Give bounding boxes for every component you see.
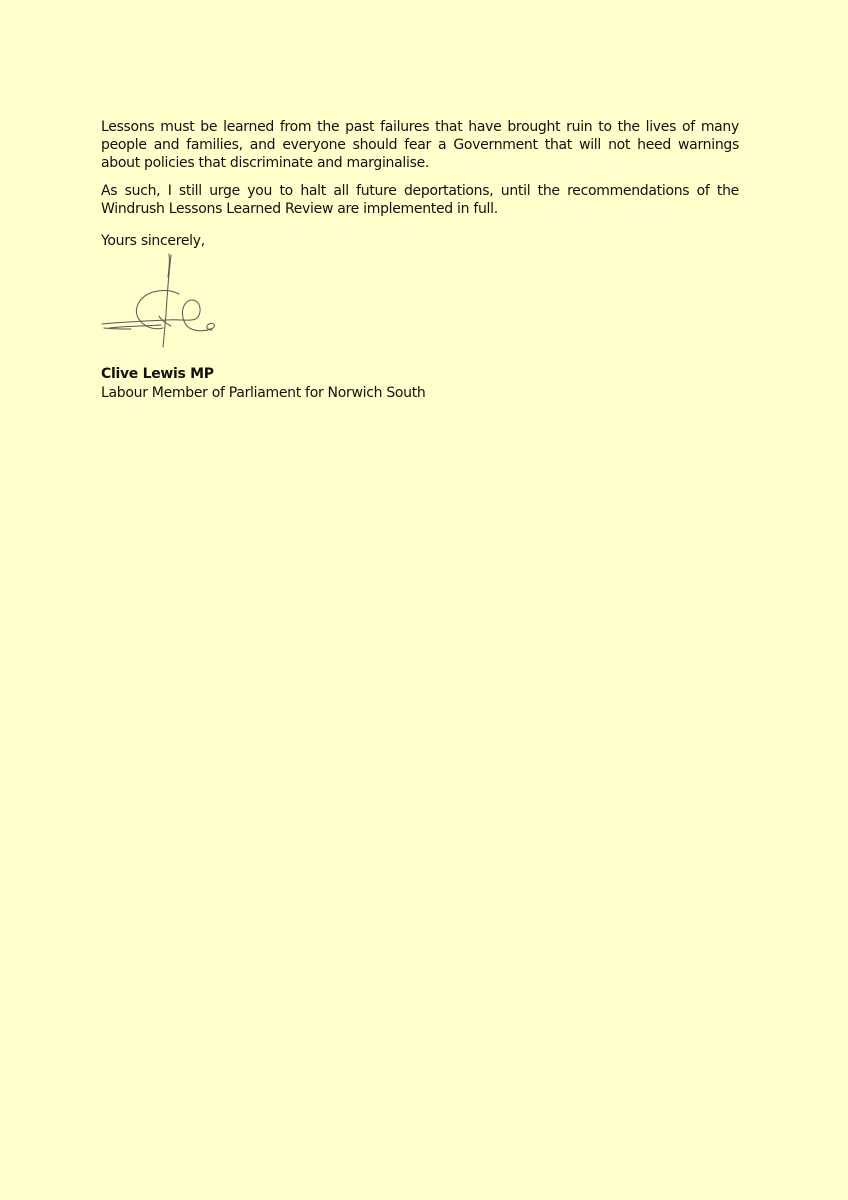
signatory-title: Labour Member of Parliament for Norwich South xyxy=(101,385,426,401)
body-paragraph: Lessons must be learned from the past failures that have brought ruin to the lives of many people and families, and everyone should fear a Government that will not heed warnings about policies that discriminate and marginalise. xyxy=(101,119,739,171)
signatory-name: Clive Lewis MP xyxy=(101,366,214,382)
body-paragraph: As such, I still urge you to halt all future deportations, until the recommendations of the Windrush Lessons Learned Review are implemented in full. xyxy=(101,183,739,217)
handwritten-signature xyxy=(101,252,221,350)
closing-salutation: Yours sincerely, xyxy=(101,233,205,249)
